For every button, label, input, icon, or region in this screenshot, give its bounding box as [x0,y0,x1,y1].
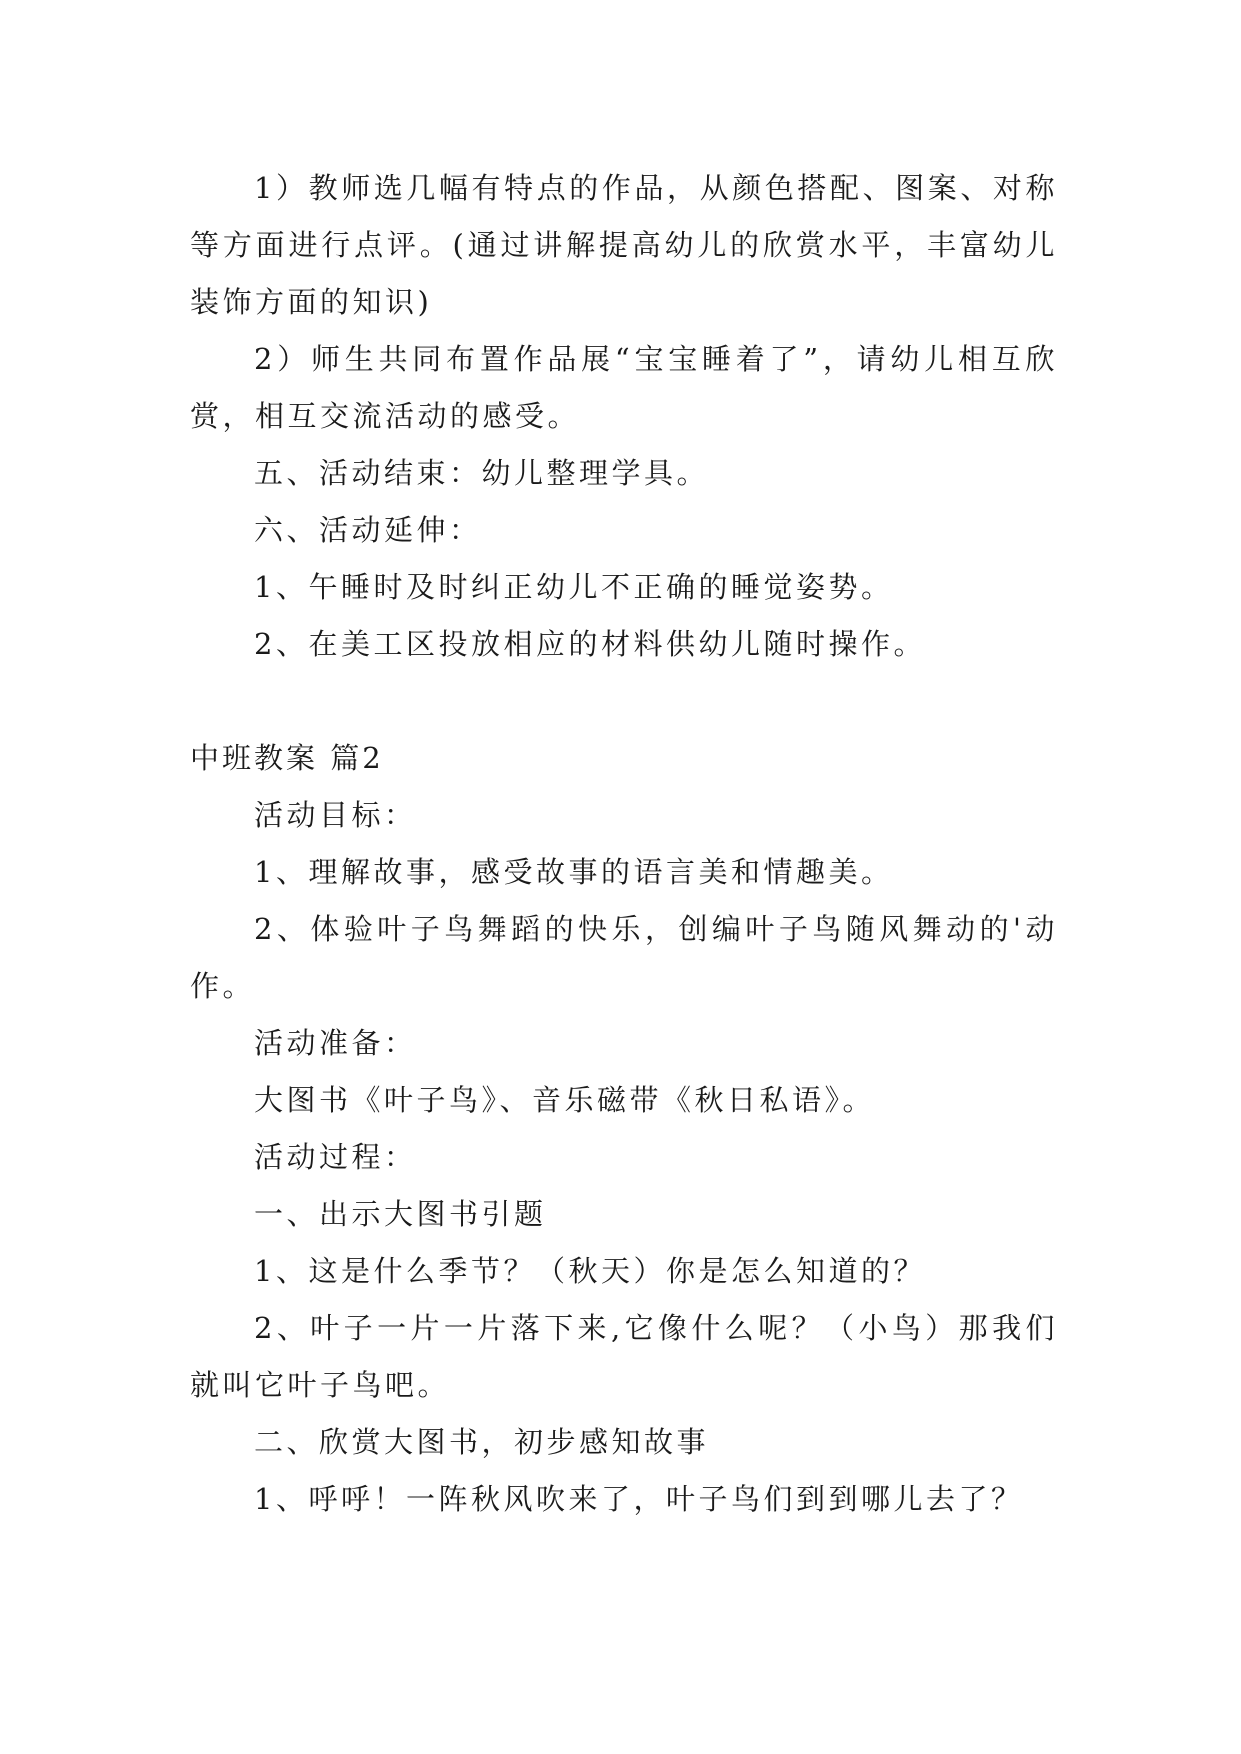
paragraph-goals-title: 活动目标： [254,798,417,832]
paragraph-goal-2: 2、体验叶子鸟舞蹈的快乐，创编叶子鸟随风舞动的'动作。 [190,912,1058,1003]
section-gap [190,673,1058,730]
paragraph-step-1: 一、出示大图书引题 [254,1197,547,1231]
section-heading: 中班教案 篇2 [190,741,384,775]
paragraph-goal-1: 1、理解故事，感受故事的语言美和情趣美。 [254,855,894,889]
paragraph-activity-end: 五、活动结束：幼儿整理学具。 [254,456,710,490]
paragraph-activity-extension: 六、活动延伸： [254,513,482,547]
paragraph-question-2: 2、叶子一片一片落下来,它像什么呢？（小鸟）那我们就叫它叶子鸟吧。 [190,1311,1058,1402]
paragraph-extension-item-1: 1、午睡时及时纠正幼儿不正确的睡觉姿势。 [254,570,894,604]
document-page [190,160,1058,1528]
paragraph-story-1: 1、呼呼！一阵秋风吹来了，叶子鸟们到到哪儿去了？ [254,1482,1024,1516]
paragraph-preparation: 大图书《叶子鸟》、音乐磁带《秋日私语》。 [254,1083,876,1117]
paragraph-preparation-title: 活动准备： [254,1026,417,1060]
paragraph-process-title: 活动过程： [254,1140,417,1174]
paragraph-exhibition: 2）师生共同布置作品展“宝宝睡着了”，请幼儿相互欣赏，相互交流活动的感受。 [190,342,1058,433]
paragraph-question-1: 1、这是什么季节？（秋天）你是怎么知道的？ [254,1254,926,1288]
paragraph-step-2: 二、欣赏大图书，初步感知故事 [254,1425,710,1459]
paragraph-teacher-review: 1）教师选几幅有特点的作品，从颜色搭配、图案、对称等方面进行点评。(通过讲解提高幼儿的欣赏水平，丰富幼儿装饰方面的知识) [190,171,1058,319]
paragraph-extension-item-2: 2、在美工区投放相应的材料供幼儿随时操作。 [254,627,926,661]
